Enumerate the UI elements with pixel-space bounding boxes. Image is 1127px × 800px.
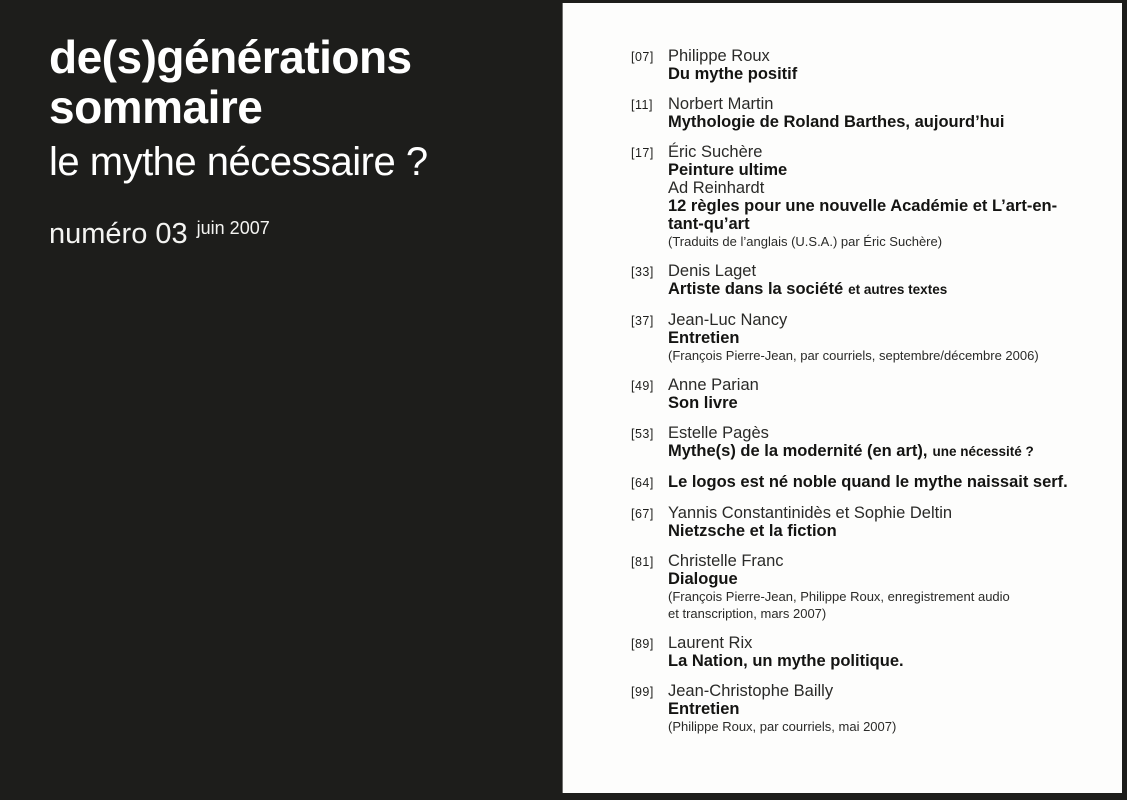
issue-number: numéro 03: [49, 218, 188, 250]
issue-date: juin 2007: [196, 218, 270, 238]
toc-entry: [631, 262, 1086, 299]
entry-title: Peinture ultime: [668, 161, 788, 179]
page-number: [37]: [631, 314, 654, 328]
entry-author: Jean-Christophe Bailly: [668, 682, 834, 700]
issue-line: [49, 218, 562, 251]
entry-author: Christelle Franc: [668, 552, 784, 570]
entry-author: Éric Suchère: [668, 143, 763, 161]
page-number: [49]: [631, 379, 654, 393]
entry-author: Jean-Luc Nancy: [668, 311, 788, 329]
entry-title: Du mythe positif: [668, 65, 798, 83]
entry-note: (Traduits de l’anglais (U.S.A.) par Éric Suchère): [668, 234, 943, 249]
entry-note-line2: et transcription, mars 2007): [668, 606, 827, 621]
toc-entry: [631, 311, 1086, 364]
toc-entry: [631, 504, 1086, 540]
page-number: [33]: [631, 265, 654, 279]
entry-title: Mythologie de Roland Barthes, aujourd’hui: [668, 113, 1005, 131]
entry-title: La Nation, un mythe politique.: [668, 652, 904, 670]
toc-entry: [631, 95, 1086, 131]
issue-theme: le mythe nécessaire ?: [49, 140, 428, 184]
entry-title: [668, 442, 1086, 461]
toc-entry: [631, 473, 1086, 492]
entry-author: Denis Laget: [668, 262, 757, 280]
toc-entry: [631, 376, 1086, 412]
entry-note: (François Pierre-Jean, Philippe Roux, enregistrement audio: [668, 589, 1010, 604]
entry-title: Nietzsche et la fiction: [668, 522, 837, 540]
entry-title: [668, 280, 1086, 299]
entry-title: Entretien: [668, 700, 740, 718]
entry-author: Yannis Constantinidès et Sophie Deltin: [668, 504, 953, 522]
entry-title: Dialogue: [668, 570, 738, 588]
sommaire-heading: sommaire: [49, 81, 263, 133]
entry-second-author: Ad Reinhardt: [668, 179, 765, 197]
entry-second-title: 12 règles pour une nouvelle Académie et L’art-en-tant-qu’art: [668, 197, 1058, 233]
toc-entry: [631, 634, 1086, 670]
entry-note: (François Pierre-Jean, par courriels, septembre/décembre 2006): [668, 348, 1039, 363]
entry-author: Anne Parian: [668, 376, 759, 394]
entry-note: (Philippe Roux, par courriels, mai 2007): [668, 719, 897, 734]
entry-author: Estelle Pagès: [668, 424, 769, 442]
page-number: [53]: [631, 427, 654, 441]
page-number: [99]: [631, 685, 654, 699]
page-number: [81]: [631, 555, 654, 569]
toc-entry: [631, 143, 1086, 250]
toc-entry: [631, 47, 1086, 83]
entry-title: Entretien: [668, 329, 740, 347]
page-number: [11]: [631, 98, 653, 112]
page-number: [67]: [631, 507, 654, 521]
entry-author: Philippe Roux: [668, 47, 770, 65]
toc-page: [562, 3, 1122, 793]
page-number: [07]: [631, 50, 654, 64]
toc-entry: [631, 682, 1086, 735]
entry-title: Le logos est né noble quand le mythe naissait serf.: [668, 473, 1068, 491]
entry-title: Son livre: [668, 394, 738, 412]
page-number: [17]: [631, 146, 654, 160]
cover-panel: [0, 0, 562, 800]
entry-title-main: Mythe(s) de la modernité (en art),: [668, 442, 928, 460]
journal-title: de(s)générations: [49, 31, 412, 83]
toc-entry: [631, 552, 1086, 622]
entry-title-suffix: une nécessité ?: [932, 444, 1034, 459]
toc-entry: [631, 424, 1086, 461]
page-number: [64]: [631, 476, 654, 490]
entry-title-suffix: et autres textes: [848, 282, 948, 297]
entry-author: Laurent Rix: [668, 634, 753, 652]
entry-title-main: Artiste dans la société: [668, 280, 844, 298]
entry-author: Norbert Martin: [668, 95, 774, 113]
page-number: [89]: [631, 637, 654, 651]
